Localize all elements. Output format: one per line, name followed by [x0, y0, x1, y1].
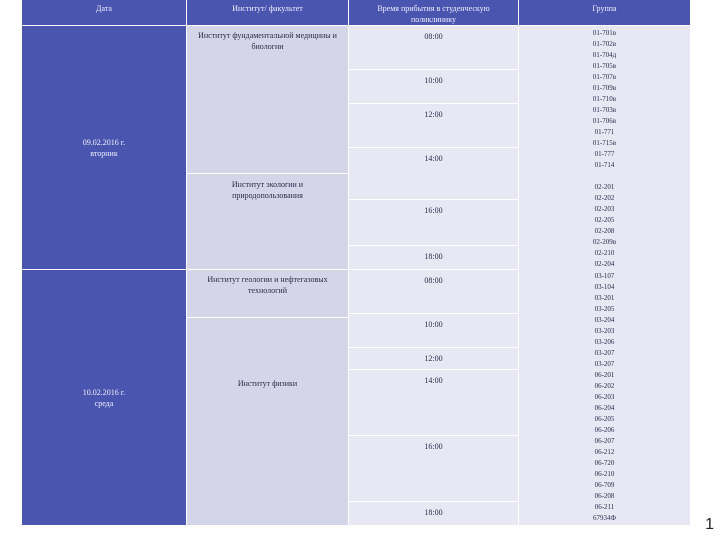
day-block-1 — [22, 26, 187, 270]
group-item: 06-202 — [594, 382, 615, 390]
group-item: 02-209в — [592, 238, 617, 246]
group-item: 01-710в — [592, 95, 617, 103]
group-item: 01-705в — [592, 62, 617, 70]
day-2-weekday: среда — [94, 398, 114, 408]
group-item: 01-777 — [594, 150, 615, 158]
time-cell-11: 16:00 — [349, 436, 519, 502]
time-cell-3: 12:00 — [349, 104, 519, 148]
time-cell-2: 10:00 — [349, 70, 519, 104]
day-1-date: 09.02.2016 г. — [82, 137, 126, 147]
group-item: 01-714 — [594, 161, 615, 169]
group-item: 06-212 — [594, 448, 615, 456]
institute-cell-2: Институт экологии и природопользования — [187, 174, 349, 270]
group-item: 03-203 — [594, 327, 615, 335]
group-item: 01-707в — [592, 73, 617, 81]
group-item: 67934Ф — [592, 514, 617, 522]
group-item: 06-205 — [594, 415, 615, 423]
institute-cell-1: Институт фундаментальной медицины и биологии — [187, 26, 349, 174]
time-cell-7: 08:00 — [349, 270, 519, 314]
time-cell-12: 18:00 — [349, 502, 519, 526]
group-item: 01-703в — [592, 106, 617, 114]
day-1-weekday: вторник — [90, 148, 118, 158]
right-margin — [690, 0, 720, 540]
group-item: 02-208 — [594, 227, 615, 235]
header-date: Дата — [22, 0, 187, 26]
time-cell-6: 18:00 — [349, 246, 519, 270]
group-item: 06-709 — [594, 481, 615, 489]
header-group: Группа — [519, 0, 690, 26]
page-number: 1 — [705, 516, 714, 533]
group-item: 01-701в — [592, 29, 617, 37]
time-cell-10: 14:00 — [349, 370, 519, 436]
group-item: 06-203 — [594, 393, 615, 401]
group-item: 06-720 — [594, 459, 615, 467]
group-item: 02-205 — [594, 216, 615, 224]
time-cell-5: 16:00 — [349, 200, 519, 246]
group-item: 02-202 — [594, 194, 615, 202]
header-institute: Институт/ факультет — [187, 0, 349, 26]
group-item: 06-204 — [594, 404, 615, 412]
group-item: 03-207 — [594, 360, 615, 368]
institute-cell-3: Институт геологии и нефтегазовых технологий — [187, 270, 349, 318]
day-2-date: 10.02.2016 г. — [82, 387, 126, 397]
group-item: 01-702в — [592, 40, 617, 48]
time-cell-8: 10:00 — [349, 314, 519, 348]
group-item: 03-107 — [594, 272, 615, 280]
group-item: 03-204 — [594, 316, 615, 324]
group-item: 06-201 — [594, 371, 615, 379]
group-item: 03-205 — [594, 305, 615, 313]
day-block-2 — [22, 270, 187, 526]
group-item: 03-104 — [594, 283, 615, 291]
institute-cell-4: Институт физики — [187, 318, 349, 526]
time-cell-4: 14:00 — [349, 148, 519, 200]
group-item: 03-201 — [594, 294, 615, 302]
group-item: 01-704д — [592, 51, 617, 59]
group-item: 02-210 — [594, 249, 615, 257]
group-item: 03-207 — [594, 349, 615, 357]
group-item: 06-207 — [594, 437, 615, 445]
group-item: 01-771 — [594, 128, 615, 136]
group-item: 02-203 — [594, 205, 615, 213]
group-item: 02-201 — [594, 183, 615, 191]
group-list — [519, 26, 690, 526]
group-item: 06-210 — [594, 470, 615, 478]
time-cell-9: 12:00 — [349, 348, 519, 370]
group-item: 06-211 — [594, 503, 615, 511]
group-item: 06-206 — [594, 426, 615, 434]
group-item: 01-706в — [592, 117, 617, 125]
group-item: 01-715в — [592, 139, 617, 147]
time-cell-1: 08:00 — [349, 26, 519, 70]
group-item: 06-208 — [594, 492, 615, 500]
group-item: 01-709в — [592, 84, 617, 92]
header-arrival-time: Время прибытия в студенческую поликлинику — [349, 0, 519, 26]
group-item: 03-206 — [594, 338, 615, 346]
group-item: 02-204 — [594, 260, 615, 268]
left-margin — [0, 0, 22, 540]
